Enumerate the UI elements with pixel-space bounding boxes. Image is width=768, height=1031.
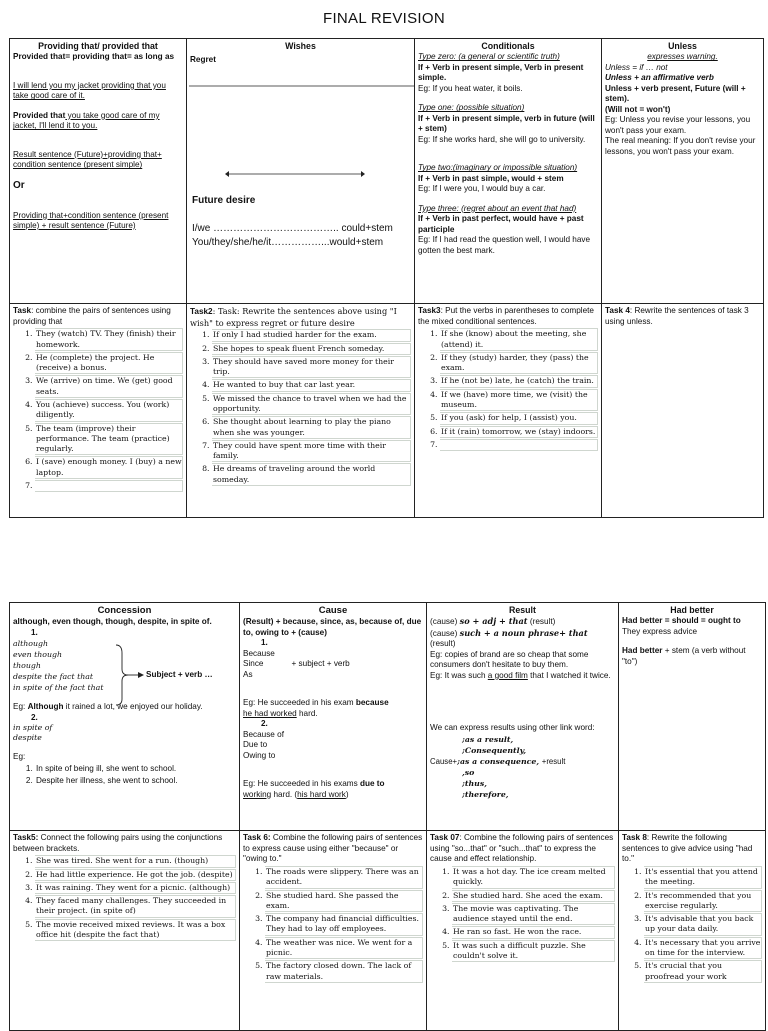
list-item: 3. It was raining. They went for a picnic. (although)	[35, 882, 236, 894]
cause-cell	[240, 603, 427, 831]
type-three-rule: If + Verb in past perfect, would have + past participle	[418, 214, 584, 234]
list-item: 2. She studied hard. She passed the exam.	[265, 890, 423, 913]
list-item: 1. They (watch) TV. They (finish) their homework.	[35, 328, 183, 351]
list-item: 3. They should have saved more money for their trip.	[212, 356, 411, 379]
cause-word-due-to: Due to	[243, 740, 268, 750]
type-three-example: Eg: If I had read the question well, I would have gotten the best mark.	[418, 235, 591, 255]
list-item: 2. He (complete) the project. He (receive) a bonus.	[35, 352, 183, 375]
type-three-label: Type three: (regret about an event that had)	[418, 203, 577, 213]
conditionals-cell	[415, 39, 602, 304]
unless-line-1: Unless = if … not	[605, 62, 668, 72]
list-item: 1. In spite of being ill, she went to school.	[35, 764, 236, 775]
list-item: 5. If you (ask) for help, I (assist) you.	[440, 412, 598, 424]
task5-cell	[10, 831, 240, 1031]
unless-line-3: Unless + verb present, Future (will + stem).	[605, 83, 746, 104]
list-item: 5. It was such a difficult puzzle. She couldn't solve it.	[452, 940, 615, 963]
concession-number-1: 1.	[31, 627, 38, 637]
task3-list	[418, 328, 598, 451]
unless-heading: Unless	[668, 41, 697, 51]
providing-example-1: I will lend you my jacket providing that you take good care of it.	[13, 80, 166, 101]
had-better-cell	[619, 603, 766, 831]
cause-word-because: Because	[243, 648, 275, 658]
task4-cell	[602, 304, 764, 518]
providing-heading: Providing that/ provided that	[38, 41, 158, 51]
cause-word-since: Since + subject + verb	[243, 659, 350, 669]
cause-number-2: 2.	[261, 719, 268, 729]
list-item: 1. The roads were slippery. There was an accident.	[265, 866, 423, 889]
list-item: 2. If they (study) harder, they (pass) the exam.	[440, 352, 598, 375]
list-item: 1. She was tired. She went for a run. (though)	[35, 855, 236, 867]
cause-number-1: 1.	[261, 638, 268, 648]
list-item: 3. The movie was captivating. The audience stayed until the end.	[452, 903, 615, 926]
type-one-example: Eg: If she works hard, she will go to university.	[418, 134, 586, 144]
list-item	[440, 439, 598, 451]
result-heading: Result	[509, 605, 536, 615]
list-item: 5. We missed the chance to travel when we had the opportunity.	[212, 393, 411, 416]
task7-cell	[427, 831, 619, 1031]
list-item: 4. If we (have) more time, we (visit) the museum.	[440, 389, 598, 412]
task2-cell	[187, 304, 415, 518]
type-zero-label: Type zero: (a general or scientific truth)	[418, 52, 560, 62]
providing-rule-1: Result sentence (Future)+providing that+ condition sentence (present simple)	[13, 149, 162, 170]
result-cell	[427, 603, 619, 831]
result-example-1: Eg: copies of brand are so cheap that some consumers don't hesitate to buy them.	[430, 649, 589, 670]
list-item: 7. They could have spent more time with their family.	[212, 440, 411, 463]
providing-definition: Provided that= providing that= as long as	[13, 52, 175, 62]
task6-instructions: Task 6: Combine the following pairs of sentences to express cause using either "because" or "owing to."	[243, 833, 423, 864]
list-item: 4. It's necessary that you arrive on time for the interview.	[644, 937, 762, 960]
list-item: 1. It's essential that you attend the meeting.	[644, 866, 762, 889]
result-link-words: ;as a result, ;Consequently, Cause+;as a consequence, +result ,so ;thus, ;therefore,	[430, 734, 566, 800]
revision-table-bottom	[9, 602, 766, 1031]
had-better-line-1: Had better = should = ought to	[622, 616, 741, 626]
list-item: 1. It was a hot day. The ice cream melted quickly.	[452, 866, 615, 889]
had-better-heading: Had better	[670, 605, 714, 615]
concession-words: although even though though despite the fact that in spite of the fact that	[13, 639, 104, 693]
list-item: 5. The movie received mixed reviews. It was a box office hit (despite the fact that)	[35, 919, 236, 942]
concession-list: although, even though, though, despite, in spite of.	[13, 617, 212, 627]
concession-eg-label: Eg:	[13, 752, 26, 762]
concession-number-2: 2.	[31, 712, 38, 722]
cause-word-as: As	[243, 669, 253, 679]
task1-list	[13, 328, 183, 492]
cause-word-owing-to: Owing to	[243, 750, 276, 760]
concession-heading: Concession	[97, 605, 152, 616]
cause-word-because-of: Because of	[243, 729, 284, 739]
double-arrow	[225, 169, 365, 179]
had-better-line-2: They express advice	[622, 626, 698, 636]
unless-cell	[602, 39, 764, 304]
task5-instructions: Task5: Connect the following pairs using the conjunctions between brackets.	[13, 833, 223, 853]
list-item: 3. We (arrive) on time. We (get) good seats.	[35, 375, 183, 398]
list-item: 5. It's crucial that you proofread your work	[644, 960, 762, 983]
providing-rule-2: Providing that+condition sentence (present simple) + result sentence (Future)	[13, 210, 169, 231]
task8-cell	[619, 831, 766, 1031]
task3-cell	[415, 304, 602, 518]
task7-instructions: Task 07: Combine the following pairs of sentences using "so...that" or "such...that" to express the cause and effect relationship.	[430, 833, 614, 864]
list-item: 1. If only I had studied harder for the exam.	[212, 329, 411, 341]
task1-cell	[10, 304, 187, 518]
wishes-heading: Wishes	[285, 41, 316, 51]
wishes-regret: Regret	[190, 55, 216, 65]
task2-instructions: Task2: Task: Rewrite the sentences above using "I wish" to express regret or future desire	[190, 306, 397, 328]
list-item: 2. Despite her illness, she went to school.	[35, 776, 236, 787]
wishes-future-desire: Future desire	[192, 195, 256, 206]
wishes-cell	[187, 39, 415, 304]
cause-example-1: Eg: He succeeded in his exam because he had worked hard.	[243, 698, 389, 718]
revision-table-top	[9, 38, 764, 518]
task8-instructions: Task 8: Rewrite the following sentences to give advice using "had to."	[622, 833, 753, 864]
wishes-line-2: You/they/she/he/it……………...would+stem	[192, 237, 384, 248]
list-item: 8. He dreams of traveling around the world someday.	[212, 463, 411, 486]
list-item: 3. The company had financial difficulties. They had to lay off employees.	[265, 913, 423, 936]
cause-example-2: Eg: He succeeded in his exams due to working hard. (his hard work)	[243, 779, 385, 799]
type-one-label: Type one: (possible situation)	[418, 103, 525, 113]
had-better-line-3: Had better + stem (a verb without "to")	[622, 646, 746, 666]
unless-line-2: Unless + an affirmative verb	[605, 73, 714, 83]
task2-list	[190, 329, 411, 486]
list-item: 6. I (save) enough money. I (buy) a new laptop.	[35, 456, 183, 479]
concession-example-1: Eg: Although it rained a lot, we enjoyed our holiday.	[13, 702, 203, 712]
task4-instructions: Task 4: Rewrite the sentences of task 3 using unless.	[605, 306, 749, 326]
unless-line-5: Eg: Unless you revise your lessons, you won't pass your exam.	[605, 115, 751, 135]
unless-line-4: (Will not = won't)	[605, 104, 671, 114]
concession-examples	[13, 764, 236, 787]
page-title: FINAL REVISION	[322, 10, 445, 27]
list-item: 2. He had little experience. He got the job. (despite)	[35, 869, 236, 881]
list-item: 3. If he (not be) late, he (catch) the train.	[440, 375, 598, 387]
task6-cell	[240, 831, 427, 1031]
type-zero-example: Eg: If you heat water, it boils.	[418, 83, 523, 93]
task5-list	[13, 855, 236, 941]
list-item: 4. He ran so fast. He won the race.	[452, 926, 615, 938]
type-two-rule: If + Verb in past simple, would + stem	[418, 173, 564, 183]
list-item: 4. He wanted to buy that car last year.	[212, 379, 411, 391]
list-item: 4. You (achieve) success. You (work) diligently.	[35, 399, 183, 422]
cause-heading: Cause	[318, 605, 348, 616]
list-item: 6. If it (rain) tomorrow, we (stay) indoors.	[440, 426, 598, 438]
unless-line-6: The real meaning: If you don't revise your lessons, you won't pass your exam.	[605, 136, 756, 156]
conditionals-heading: Conditionals	[481, 41, 535, 51]
list-item: 4. They faced many challenges. They succeeded in their project. (in spite of)	[35, 895, 236, 918]
type-two-label: Type two:(imaginary or impossible situation)	[418, 163, 578, 173]
cause-list: (Result) + because, since, as, because of, due to, owing to + (cause)	[243, 617, 422, 637]
list-item: 5. The team (improve) their performance. The team (practice) regularly.	[35, 423, 183, 456]
brace-arrow	[114, 643, 144, 707]
list-item: 6. She thought about learning to play the piano when she was younger.	[212, 416, 411, 439]
task3-instructions: Task3: Put the verbs in parentheses to complete the mixed conditional sentences.	[418, 306, 594, 326]
task7-list	[430, 866, 615, 962]
list-item: 2. It's recommended that you exercise regularly.	[644, 890, 762, 913]
concession-words-2: in spite of despite	[13, 723, 53, 743]
list-item: 1. If she (know) about the meeting, she (attend) it.	[440, 328, 598, 351]
list-item	[35, 480, 183, 492]
result-rule-so: (cause) so + adj + that (result)	[430, 616, 556, 627]
type-zero-rule: If + Verb in present simple, Verb in present simple.	[418, 62, 584, 83]
providing-that-cell	[10, 39, 187, 304]
result-link-words-intro: We can express results using other link word:	[430, 723, 595, 733]
concession-result: Subject + verb …	[146, 670, 213, 679]
type-one-rule: If + Verb in present simple, verb in future (will + stem)	[418, 113, 595, 134]
list-item: 2. She studied hard. She aced the exam.	[452, 890, 615, 902]
type-two-example: Eg: If I were you, I would buy a car.	[418, 184, 546, 194]
unless-subheading: expresses warning.	[647, 52, 718, 62]
list-item: 2. She hopes to speak fluent French someday.	[212, 343, 411, 355]
providing-or: Or	[13, 179, 25, 191]
list-item: 4. The weather was nice. We went for a picnic.	[265, 937, 423, 960]
task1-instructions: Task: combine the pairs of sentences using providing that	[13, 306, 171, 326]
task8-list	[622, 866, 762, 983]
result-example-2: Eg: It was such a good film that I watched it twice.	[430, 670, 611, 680]
list-item: 3. It's advisable that you back up your data daily.	[644, 913, 762, 936]
list-item: 5. The factory closed down. The lack of raw materials.	[265, 960, 423, 983]
result-rule-such: (cause) such + a noun phrase+ that (result)	[430, 627, 588, 649]
wishes-line-1: I/we ……………………………….. could+stem	[192, 223, 393, 234]
arrow-to-conditionals	[189, 81, 415, 91]
concession-cell	[10, 603, 240, 831]
task6-list	[243, 866, 423, 983]
providing-example-2: Provided that you take good care of my jacket, I'll lend it to you.	[13, 110, 160, 131]
